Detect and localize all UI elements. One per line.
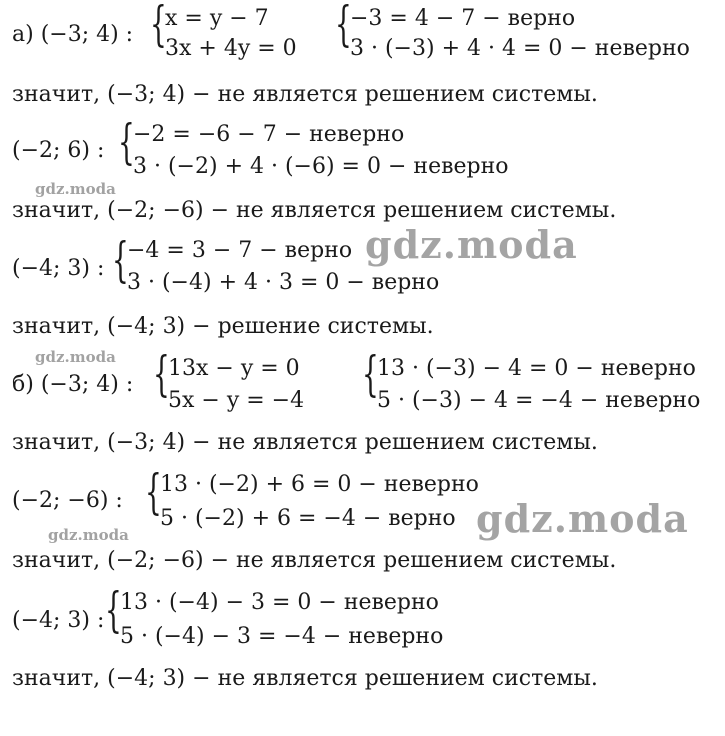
check-line-1: −3 = 4 − 7 − верно xyxy=(350,6,576,31)
watermark: gdz.moda xyxy=(48,526,129,544)
conclusion-line: значит, (−2; −6) − не является решением системы. xyxy=(12,548,617,573)
point-label: (−4; 3) : xyxy=(12,608,105,633)
check-brace: { xyxy=(112,232,129,288)
watermark: gdz.moda xyxy=(35,348,116,366)
conclusion-line: значит, (−3; 4) − не является решением системы. xyxy=(12,430,598,455)
conclusion-line: значит, (−4; 3) − решение системы. xyxy=(12,314,434,339)
conclusion-line: значит, (−4; 3) − не является решением системы. xyxy=(12,666,598,691)
point-label: (−4; 3) : xyxy=(12,256,105,281)
watermark: gdz.moda xyxy=(365,222,578,267)
conclusion-line: значит, (−3; 4) − не является решением системы. xyxy=(12,82,598,107)
conclusion-line: значит, (−2; −6) − не является решением системы. xyxy=(12,198,617,223)
system-equation-2: 3x + 4y = 0 xyxy=(165,36,297,61)
check-line-1: −4 = 3 − 7 − верно xyxy=(127,238,353,263)
check-line-1: −2 = −6 − 7 − неверно xyxy=(133,122,405,147)
system-brace: { xyxy=(153,346,170,402)
check-brace: { xyxy=(145,464,162,520)
system-brace: { xyxy=(150,0,167,52)
check-brace: { xyxy=(362,346,379,402)
point-label: (−2; 6) : xyxy=(12,138,105,163)
check-line-2: 5 · (−4) − 3 = −4 − неверно xyxy=(120,624,444,649)
check-brace: { xyxy=(118,114,135,170)
watermark: gdz.moda xyxy=(476,496,689,541)
part-a-label: а) (−3; 4) : xyxy=(12,22,134,47)
system-equation-2: 5x − y = −4 xyxy=(168,388,305,413)
system-equation-1: x = y − 7 xyxy=(165,6,269,31)
check-brace: { xyxy=(335,0,352,52)
check-line-1: 13 · (−2) + 6 = 0 − неверно xyxy=(160,472,479,497)
part-b-label: б) (−3; 4) : xyxy=(12,372,134,397)
check-line-2: 3 · (−3) + 4 · 4 = 0 − неверно xyxy=(350,36,690,61)
system-equation-1: 13x − y = 0 xyxy=(168,356,300,381)
check-line-1: 13 · (−4) − 3 = 0 − неверно xyxy=(120,590,439,615)
point-label: (−2; −6) : xyxy=(12,488,123,513)
check-line-1: 13 · (−3) − 4 = 0 − неверно xyxy=(377,356,696,381)
check-line-2: 5 · (−2) + 6 = −4 − верно xyxy=(160,506,456,531)
watermark: gdz.moda xyxy=(35,180,116,198)
check-line-2: 5 · (−3) − 4 = −4 − неверно xyxy=(377,388,701,413)
check-brace: { xyxy=(105,582,122,638)
check-line-2: 3 · (−4) + 4 · 3 = 0 − верно xyxy=(127,270,440,295)
check-line-2: 3 · (−2) + 4 · (−6) = 0 − неверно xyxy=(133,154,509,179)
